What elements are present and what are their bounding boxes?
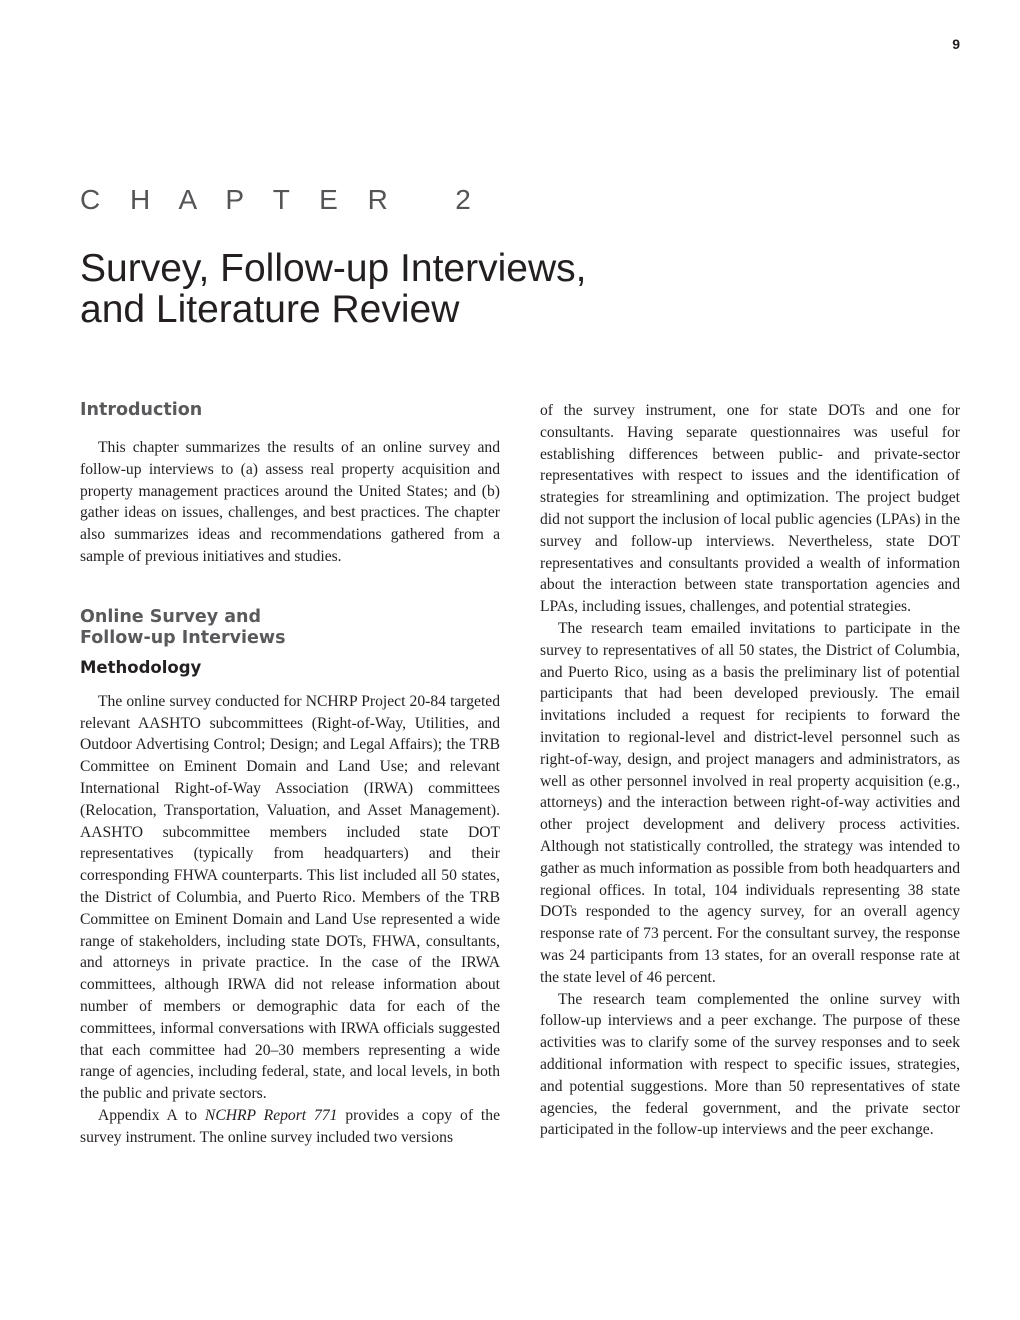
methodology-paragraph-3: The research team emailed invitations to participate in the survey to representatives of all 50 states, the District of Columbia, and Puerto Rico, using as a basis the preliminary list of potential participants that had been developed previously. The email invitations included a request for recipients to forward the invitation to regional-level and district-level personnel such as right-of-way, design, and project managers and administrators, as well as other personnel involved in real property acquisition (e.g., attorneys) and the interaction between right-of-way activities and other project development and delivery process activities. Although not statistically controlled, the strategy was intended to gather as much information as possible from both headquarters and regional offices. In total, 104 individuals representing 38 state DOTs responded to the agency survey, for an overall agency response rate of 73 percent. For the consultant survey, the response was 24 participants from 13 states, for an overall response rate at the state level of 46 percent.	[540, 619, 960, 986]
chapter-title-line2: and Literature Review	[80, 288, 460, 331]
introduction-paragraph: This chapter summarizes the results of an online survey and follow-up interviews to (a) assess real property acquisition and property management practices around the United States; and (b) gather ideas on issues, challenges, and best practices. The chapter also summarizes ideas and recommendations gathered from a sample of previous initiatives and studies.	[80, 439, 500, 565]
methodology-paragraph-2-continued: of the survey instrument, one for state DOTs and one for consultants. Having separate questionnaires was useful for establishing differences between public- and private-sector representatives with respect to issues and the identification of strategies for streamlining and optimization. The project budget did not support the inclusion of local public agencies (LPAs) in the survey and follow-up interviews. Nevertheless, state DOT representatives and consultants provided a wealth of information about the interaction between state transportation agencies and LPAs, including issues, challenges, and potential strategies.	[540, 402, 960, 616]
chapter-title-line1: Survey, Follow-up Interviews,	[80, 247, 587, 290]
left-column	[80, 400, 500, 1149]
methodology-paragraph-2-end: provides a copy of the survey instrument. The online survey included two versions	[80, 1106, 500, 1146]
methodology-paragraph-4: The research team complemented the online survey with follow-up interviews and a peer exchange. The purpose of these activities was to clarify some of the survey responses and to seek additional information with respect to specific issues, strategies, and potential suggestions. More than 50 representatives of state agencies, the federal government, and the private sector participated in the follow-up interviews and the peer exchange.	[540, 990, 960, 1139]
section-heading-online-survey-line1: Online Survey and	[80, 606, 262, 627]
chapter-label	[80, 184, 482, 216]
section-heading-online-survey-line2: Follow-up Interviews	[80, 627, 286, 648]
section-spacer	[80, 568, 500, 607]
page-number: 9	[952, 36, 960, 52]
chapter-label-text: C H A P T E R 2	[80, 184, 482, 215]
right-column	[540, 400, 960, 1141]
report-title-citation: NCHRP Report 771	[204, 1106, 338, 1124]
section-heading-online-survey	[80, 607, 500, 649]
methodology-paragraph-1: The online survey conducted for NCHRP Project 20-84 targeted relevant AASHTO subcommittees (Right-of-Way, Utilities, and Outdoor Advertising Control; Design; and Legal Affairs); the TRB Committee on Eminent Domain and Land Use; and relevant International Right-of-Way Association (IRWA) committees (Relocation, Transportation, Valuation, and Asset Management). AASHTO subcommittee members included state DOT representatives (typically from headquarters) and their corresponding FHWA counterparts. This list included all 50 states, the District of Columbia, and Puerto Rico. Members of the TRB Committee on Eminent Domain and Land Use represented a wide range of stakeholders, including state DOTs, FHWA, consultants, and attorneys in private practice. In the case of the IRWA committees, although IRWA did not release information about number of members or demographic data for each of the committees, informal conversations with IRWA officials suggested that each committee had 20–30 members representing a wide range of agencies, including federal, state, and local levels, in both the public and private sectors.	[80, 692, 500, 1103]
methodology-paragraph-2-start: Appendix A to	[98, 1106, 205, 1124]
section-heading-introduction: Introduction	[80, 400, 203, 420]
methodology-paragraph-2	[80, 1105, 500, 1149]
chapter-title	[80, 248, 720, 330]
subsection-heading-methodology: Methodology	[80, 657, 202, 677]
